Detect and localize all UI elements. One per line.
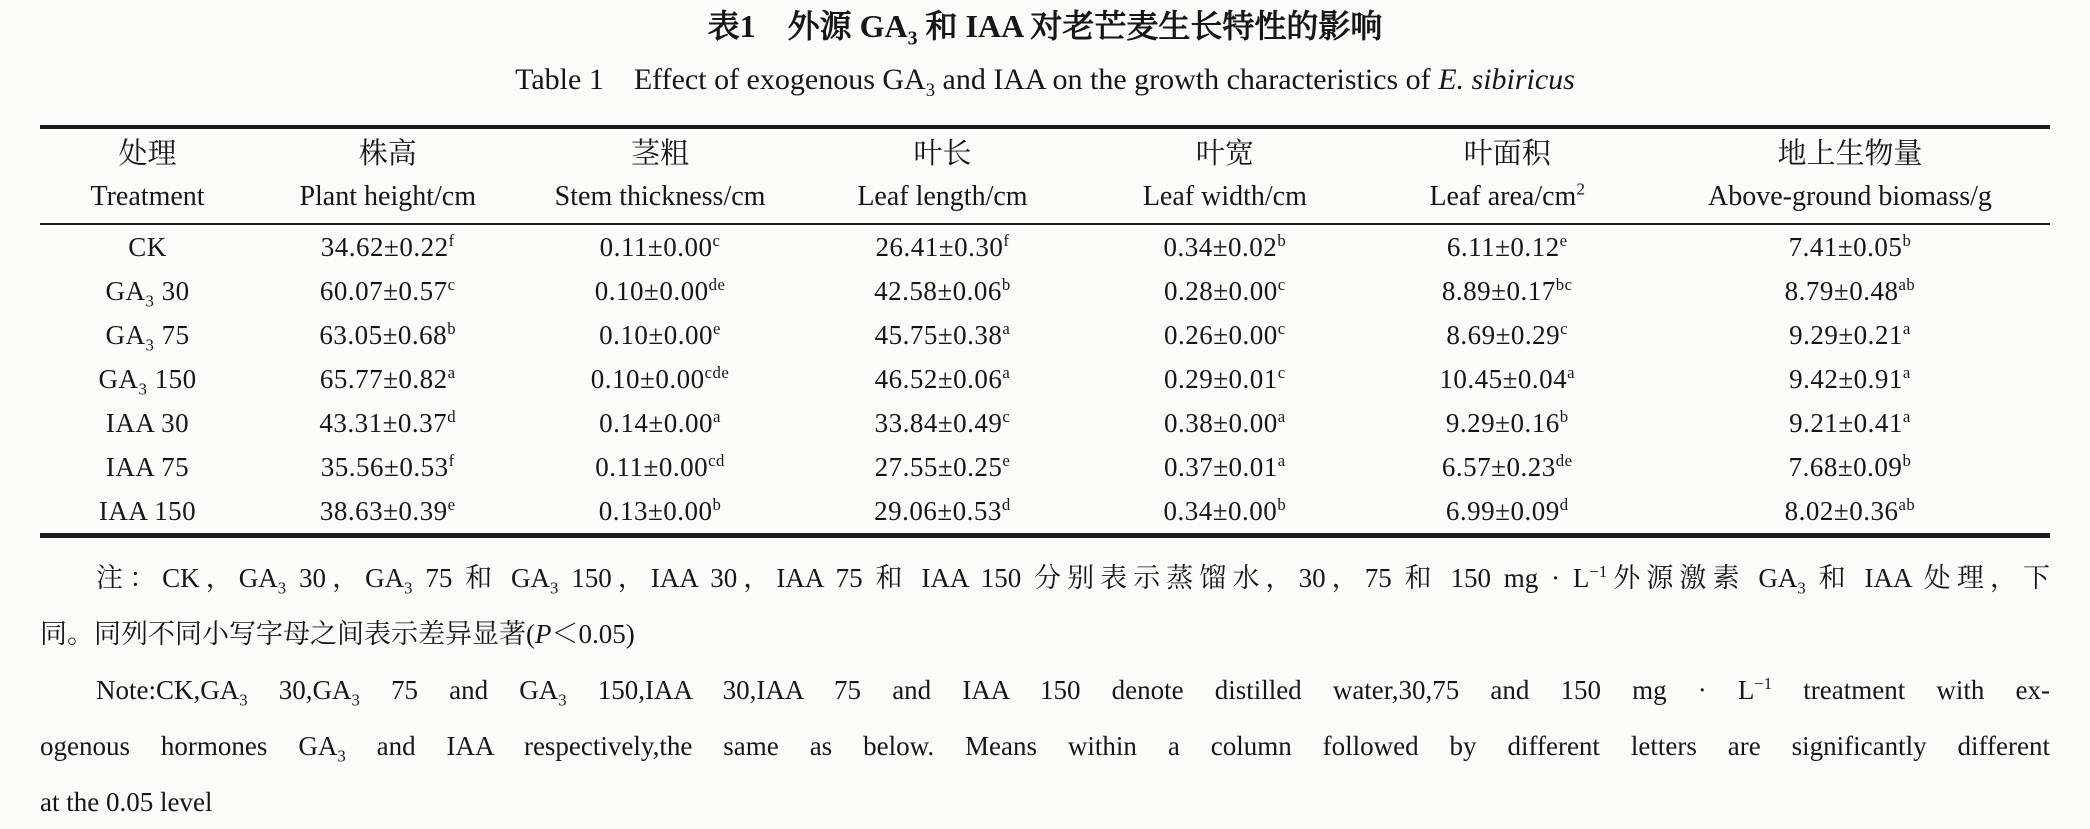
value-cell: 26.41±0.30$^f$ — [875, 230, 1010, 262]
value-cell: 0.34±0.02$^b$ — [1163, 230, 1287, 262]
column-header-6 — [1650, 127, 2050, 224]
column-header-en: Leaf length/cm — [857, 181, 1028, 212]
note-en-line3: at the 0.05 level — [40, 787, 213, 817]
value-cell: 0.38±0.00$^a$ — [1163, 406, 1286, 438]
data-table — [40, 125, 2050, 538]
column-header-zh: 茎粗 — [631, 138, 690, 170]
value-cell: 60.07±0.57$^c$ — [319, 274, 456, 306]
table-title-zh: 表1 外源 $GA_3$ 和 IAA 对老芒麦生长特性的影响 — [707, 8, 1383, 50]
value-cell: 46.52±0.06$^a$ — [874, 362, 1011, 394]
treatment-cell: $GA_3$ 150 — [98, 363, 197, 398]
table-title-en: Table 1 Effect of exogenous $GA_3$ and IAA on the growth characteristics of E. sibiricus — [515, 63, 1575, 101]
value-cell: 0.29±0.01$^c$ — [1163, 362, 1286, 394]
value-cell: 38.63±0.39$^e$ — [319, 494, 456, 526]
value-cell: 7.41±0.05$^b$ — [1788, 230, 1912, 262]
treatment-cell: IAA 30 — [105, 407, 190, 438]
column-header-zh: 叶宽 — [1195, 138, 1254, 170]
treatment-cell: IAA 150 — [98, 495, 197, 526]
value-cell: 9.29±0.21$^a$ — [1789, 318, 1911, 350]
value-cell: 9.42±0.91$^a$ — [1789, 362, 1911, 394]
value-cell: 0.34±0.00$^b$ — [1163, 494, 1287, 526]
value-cell: 0.14±0.00$^a$ — [599, 406, 721, 438]
column-header-2 — [520, 127, 799, 224]
column-header-3 — [800, 127, 1085, 224]
column-header-5 — [1365, 127, 1650, 224]
table-row — [40, 224, 2050, 269]
value-cell: 35.56±0.53$^f$ — [320, 450, 455, 482]
note-zh-line1: 注：CK，$GA_3$ 30，$GA_3$ 75 和 $GA_3$ 150，IAA 30，IAA 75 和 IAA 150 分别表示蒸馏水，30，75 和 150 mg · $L^{-1}$外源激素 $GA_3$ 和 IAA 处理，下 — [96, 562, 2051, 598]
table-notes — [40, 550, 2050, 829]
value-cell: 6.99±0.09$^d$ — [1445, 494, 1569, 526]
value-cell: 63.05±0.68$^b$ — [319, 318, 457, 350]
column-header-zh: 叶长 — [913, 138, 972, 170]
value-cell: 33.84±0.49$^c$ — [874, 406, 1011, 438]
value-cell: 8.89±0.17$^{bc}$ — [1441, 274, 1573, 306]
column-header-0 — [40, 127, 255, 224]
treatment-cell: $GA_3$ 75 — [105, 319, 190, 354]
value-cell: 8.79±0.48$^{ab}$ — [1784, 274, 1916, 306]
value-cell: 0.26±0.00$^c$ — [1163, 318, 1286, 350]
value-cell: 9.21±0.41$^a$ — [1789, 406, 1911, 438]
value-cell: 6.57±0.23de — [1441, 450, 1573, 482]
table-row — [40, 269, 2050, 313]
value-cell: 0.10±0.00$^{cde}$ — [590, 362, 730, 394]
value-cell: 0.10±0.00de — [594, 274, 726, 306]
note-en-line2: ogenous hormones $GA_3$ and IAA respectively,the same as below. Means within a column followed by different letters are significantly different — [40, 731, 2050, 766]
value-cell: 0.11±0.00$^{cd}$ — [595, 450, 725, 482]
column-header-en: Plant height/cm — [299, 181, 476, 212]
column-header-en: Treatment — [90, 181, 205, 212]
value-cell: 0.10±0.00$^e$ — [599, 318, 721, 350]
value-cell: 8.69±0.29$^c$ — [1446, 318, 1569, 350]
treatment-cell: IAA 75 — [105, 451, 190, 482]
table-body — [40, 224, 2050, 536]
table-row — [40, 313, 2050, 357]
column-header-zh: 叶面积 — [1463, 138, 1551, 170]
note-en-line1: $Note:CK,GA_3$ $30,GA_3$ 75 and $GA_3$ 150,IAA 30,IAA 75 and IAA 150 denote distilled water,30,75 and 150 mg · $L^{-1}$ treatment with ex- — [96, 674, 2051, 710]
value-cell: 9.29±0.16$^b$ — [1445, 406, 1569, 438]
column-header-zh: 处理 — [118, 138, 177, 170]
column-header-en: Stem thickness/cm — [554, 181, 766, 212]
table-row — [40, 489, 2050, 536]
value-cell: 0.11±0.00$^c$ — [599, 230, 721, 262]
value-cell: 7.68±0.09$^b$ — [1788, 450, 1912, 482]
value-cell: 29.06±0.53$^d$ — [874, 494, 1011, 526]
column-header-1 — [255, 127, 520, 224]
treatment-cell: CK — [128, 231, 167, 262]
column-header-4 — [1085, 127, 1364, 224]
value-cell: 0.28±0.00$^c$ — [1163, 274, 1286, 306]
value-cell: 0.37±0.01$^a$ — [1163, 450, 1286, 482]
value-cell: 8.02±0.36$^{ab}$ — [1784, 494, 1916, 526]
value-cell: 10.45±0.04$^a$ — [1439, 362, 1576, 394]
value-cell: 43.31±0.37$^d$ — [319, 406, 457, 438]
value-cell: 42.58±0.06$^b$ — [874, 274, 1011, 306]
table-header-row — [40, 127, 2050, 224]
column-header-en: Leaf area/$cm^2$ — [1429, 179, 1586, 212]
table-row — [40, 401, 2050, 445]
value-cell: 0.13±0.00$^b$ — [598, 494, 722, 526]
value-cell: 65.77±0.82$^a$ — [319, 362, 456, 394]
column-header-en: Leaf width/cm — [1142, 181, 1307, 212]
treatment-cell: $GA_3$ 30 — [105, 275, 190, 310]
column-header-zh: 株高 — [358, 138, 417, 170]
table-row — [40, 357, 2050, 401]
note-zh-line2: 同。同列不同小写字母之间表示差异显著(P＜0.05) — [40, 619, 635, 649]
value-cell: 34.62±0.22$^f$ — [320, 230, 455, 262]
table-row — [40, 445, 2050, 489]
value-cell: 27.55±0.25$^e$ — [874, 450, 1011, 482]
value-cell: 45.75±0.38$^a$ — [874, 318, 1011, 350]
column-header-zh: 地上生物量 — [1777, 138, 1923, 170]
value-cell: 6.11±0.12$^e$ — [1446, 230, 1568, 262]
column-header-en: Above-ground biomass/g — [1708, 181, 1992, 212]
